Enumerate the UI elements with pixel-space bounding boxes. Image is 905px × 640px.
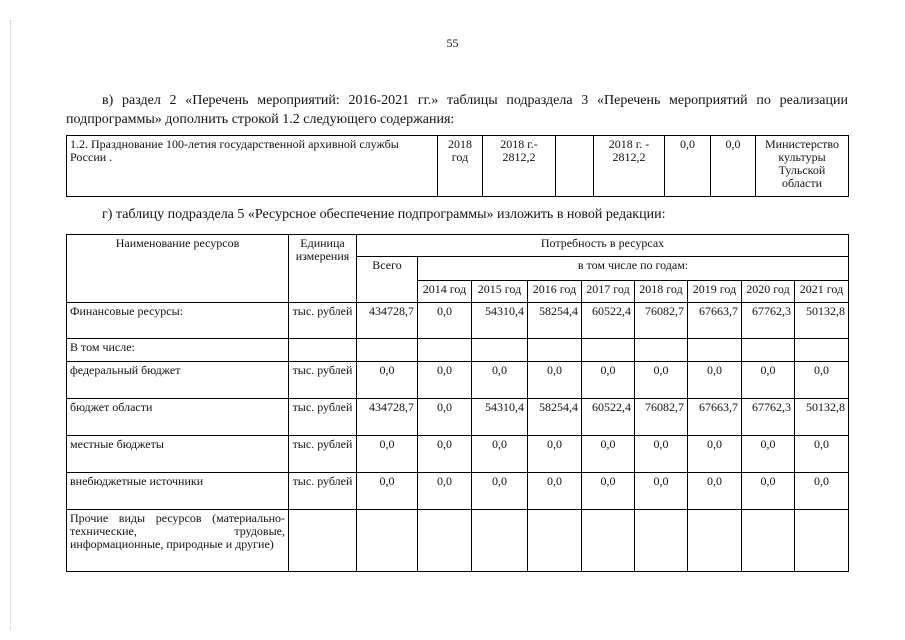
row-value	[418, 339, 472, 362]
row-value	[472, 510, 528, 572]
row-value	[742, 510, 795, 572]
header-unit: Единица измерения	[289, 235, 357, 303]
header-year: 2014 год	[418, 281, 472, 303]
event-total: 2018 г.- 2812,2	[483, 136, 556, 197]
header-need: Потребность в ресурсах	[357, 235, 849, 257]
table-row	[67, 303, 849, 339]
header-year: 2020 год	[742, 281, 795, 303]
row-total: 0,0	[357, 362, 418, 399]
row-value: 0,0	[742, 473, 795, 510]
paragraph-g: г) таблицу подраздела 5 «Ресурсное обеспечение подпрограммы» изложить в новой редакции:	[102, 207, 666, 222]
row-value	[582, 510, 635, 572]
header-year: 2017 год	[582, 281, 635, 303]
event-name: 1.2. Празднование 100-летия государственной архивной службы России .	[67, 136, 438, 197]
row-value: 67762,3	[742, 399, 795, 436]
row-value: 0,0	[635, 436, 688, 473]
header-year: 2021 год	[795, 281, 849, 303]
row-value	[742, 339, 795, 362]
row-total	[357, 510, 418, 572]
row-value: 0,0	[472, 436, 528, 473]
table-row	[67, 473, 849, 510]
row-value	[795, 339, 849, 362]
event-col5: 2018 г. - 2812,2	[594, 136, 665, 197]
row-value: 50132,8	[795, 399, 849, 436]
resources-table	[66, 234, 849, 572]
table-row	[67, 362, 849, 399]
paragraph-b: в) раздел 2 «Перечень мероприятий: 2016-2021 гг.» таблицы подраздела 3 «Перечень мероприятий по реализации подпрограммы» дополнить строкой 1.2 следующего содержания:	[66, 93, 848, 127]
row-unit	[289, 339, 357, 362]
row-unit: тыс. рублей	[289, 399, 357, 436]
row-value: 0,0	[688, 362, 742, 399]
row-value: 0,0	[472, 362, 528, 399]
row-value	[418, 510, 472, 572]
row-value: 0,0	[418, 362, 472, 399]
event-row	[67, 136, 849, 197]
row-unit	[289, 510, 357, 572]
row-value	[528, 339, 582, 362]
row-value: 0,0	[795, 436, 849, 473]
row-unit: тыс. рублей	[289, 303, 357, 339]
row-value	[472, 339, 528, 362]
header-year: 2015 год	[472, 281, 528, 303]
event-col4	[556, 136, 594, 197]
row-value: 0,0	[582, 362, 635, 399]
row-total	[357, 339, 418, 362]
row-total: 434728,7	[357, 399, 418, 436]
row-value: 0,0	[582, 473, 635, 510]
header-year: 2018 год	[635, 281, 688, 303]
table-row	[67, 436, 849, 473]
row-value: 76082,7	[635, 303, 688, 339]
event-year: 2018 год	[438, 136, 483, 197]
row-value: 0,0	[418, 436, 472, 473]
row-value: 0,0	[528, 473, 582, 510]
header-year: 2016 год	[528, 281, 582, 303]
row-value: 0,0	[418, 399, 472, 436]
row-value: 0,0	[795, 473, 849, 510]
row-value: 0,0	[635, 362, 688, 399]
row-value: 58254,4	[528, 303, 582, 339]
row-value: 60522,4	[582, 303, 635, 339]
row-value: 67663,7	[688, 399, 742, 436]
header-year: 2019 год	[688, 281, 742, 303]
row-value	[528, 510, 582, 572]
row-name: федеральный бюджет	[67, 362, 289, 399]
page-number: 55	[446, 36, 459, 50]
row-value: 58254,4	[528, 399, 582, 436]
row-name: В том числе:	[67, 339, 289, 362]
row-value: 54310,4	[472, 303, 528, 339]
event-executor: Министерство культуры Тульской области	[756, 136, 849, 197]
row-name: Прочие виды ресурсов (материально-технические, трудовые, информационные, природные и другие)	[67, 510, 289, 572]
header-total: Всего	[357, 257, 418, 303]
row-name: бюджет области	[67, 399, 289, 436]
row-value: 0,0	[418, 473, 472, 510]
row-value: 76082,7	[635, 399, 688, 436]
row-total: 0,0	[357, 436, 418, 473]
row-value: 0,0	[688, 436, 742, 473]
row-value	[635, 339, 688, 362]
row-value: 0,0	[582, 436, 635, 473]
row-value: 0,0	[688, 473, 742, 510]
header-row-1	[67, 235, 849, 257]
row-name: внебюджетные источники	[67, 473, 289, 510]
row-value	[688, 339, 742, 362]
row-value: 0,0	[528, 436, 582, 473]
row-value: 0,0	[742, 362, 795, 399]
row-value: 0,0	[635, 473, 688, 510]
row-value	[688, 510, 742, 572]
event-col7: 0,0	[711, 136, 756, 197]
row-value: 0,0	[528, 362, 582, 399]
table-row	[67, 399, 849, 436]
row-value: 67663,7	[688, 303, 742, 339]
table-row	[67, 510, 849, 572]
row-unit: тыс. рублей	[289, 362, 357, 399]
event-table	[66, 135, 849, 197]
row-value: 50132,8	[795, 303, 849, 339]
row-name: Финансовые ресурсы:	[67, 303, 289, 339]
row-value: 0,0	[742, 436, 795, 473]
row-value: 0,0	[418, 303, 472, 339]
row-total: 434728,7	[357, 303, 418, 339]
row-value: 0,0	[472, 473, 528, 510]
event-col6: 0,0	[665, 136, 711, 197]
row-value	[795, 510, 849, 572]
header-name: Наименование ресурсов	[67, 235, 289, 303]
row-unit: тыс. рублей	[289, 473, 357, 510]
page-edge-line	[10, 20, 11, 630]
row-value: 54310,4	[472, 399, 528, 436]
row-unit: тыс. рублей	[289, 436, 357, 473]
row-total: 0,0	[357, 473, 418, 510]
header-by-years: в том числе по годам:	[418, 257, 849, 281]
table-row	[67, 339, 849, 362]
row-value: 60522,4	[582, 399, 635, 436]
row-name: местные бюджеты	[67, 436, 289, 473]
row-value: 0,0	[795, 362, 849, 399]
row-value	[582, 339, 635, 362]
row-value	[635, 510, 688, 572]
row-value: 67762,3	[742, 303, 795, 339]
